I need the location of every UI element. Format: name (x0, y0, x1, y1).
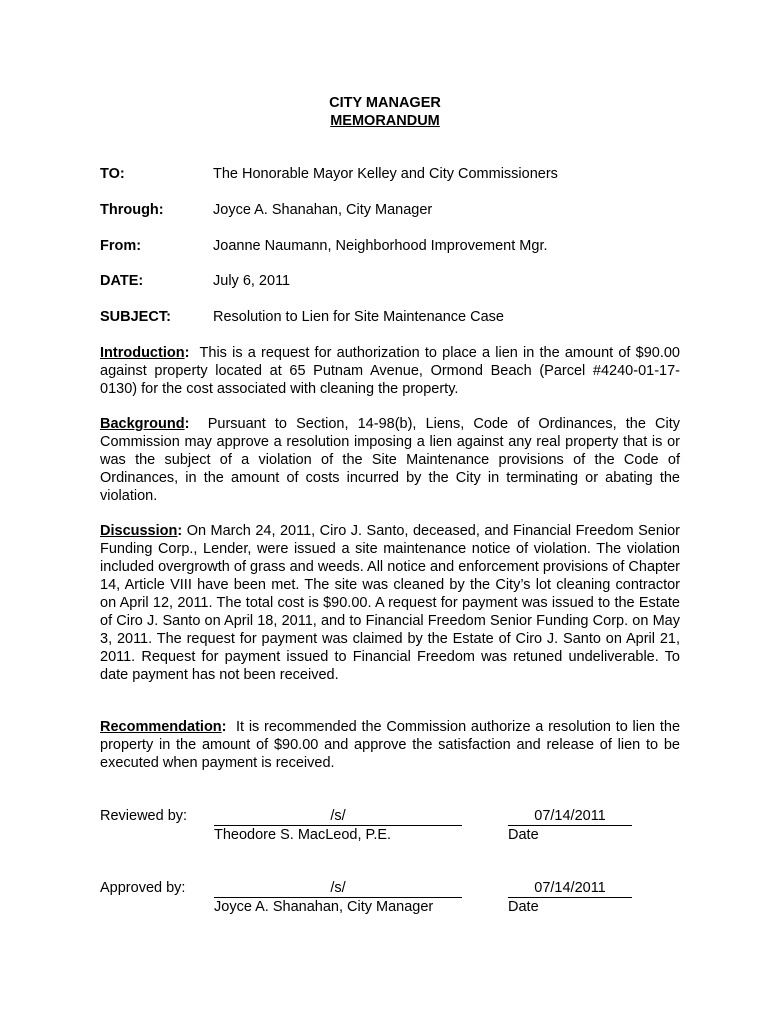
reviewed-date-label: Date (508, 827, 539, 843)
header-row-from (100, 237, 700, 255)
background-paragraph: Background: Pursuant to Section, 14-98(b), Liens, Code of Ordinances, the City Commission may approve a resolution imposing a lien against any real property that is or was the subject of a violation of the Site Maintenance provisions of the Code of Ordinances, in the amount of costs incurred by the City in terminating or abating the violation. (100, 416, 680, 504)
header-value: Joyce A. Shanahan, City Manager (213, 202, 433, 218)
reviewed-date-line: 07/14/2011 (508, 807, 632, 826)
header-row-through (100, 201, 700, 219)
header-label: TO: (100, 166, 125, 182)
introduction-paragraph: Introduction: This is a request for authorization to place a lien in the amount of $90.00 against property located at 65 Putnam Avenue, Ormond Beach (Parcel #4240-01-17-0130) for the cost associated with cleaning the property. (100, 345, 680, 397)
introduction-heading: Introduction (100, 345, 185, 361)
reviewed-name: Theodore S. MacLeod, P.E. (214, 827, 392, 843)
approved-date-label: Date (508, 899, 539, 915)
memo-title-line1: CITY MANAGER (329, 95, 441, 111)
introduction-text: This is a request for authorization to place a lien in the amount of $90.00 against property located at 65 Putnam Avenue, Ormond Beach (Parcel #4240-01-17-0130) for the cost associated with cleaning the property. (100, 345, 680, 397)
header-label: Through: (100, 202, 164, 218)
header-label: From: (100, 238, 142, 254)
discussion-paragraph: Discussion: On March 24, 2011, Ciro J. Santo, deceased, and Financial Freedom Senior Funding Corp., Lender, were issued a site maintenance notice of violation. The violation included overgrowth of grass and weeds. All notice and enforcement provisions of Chapter 14, Article VIII have been met. The site was cleaned by the City’s lot cleaning contractor on April 12, 2011. The total cost is $90.00. A request for payment was issued to the Estate of Ciro J. Santo on April 18, 2011, and to Financial Freedom Senior Funding Corp. on May 3, 2011. The request for payment was claimed by the Estate of Ciro J. Santo on April 21, 2011. Request for payment issued to Financial Freedom was retuned undeliverable. To date payment has not been received. (100, 523, 680, 683)
recommendation-text: It is recommended the Commission authorize a resolution to lien the property in the amount of $90.00 and approve the satisfaction and release of lien to be executed when payment is received. (100, 719, 681, 771)
approved-signature-line: /s/ (214, 879, 462, 898)
header-label: DATE: (100, 273, 144, 289)
header-row-subject (100, 308, 700, 326)
header-label: SUBJECT: (100, 309, 171, 325)
approved-name: Joyce A. Shanahan, City Manager (214, 899, 434, 915)
recommendation-heading: Recommendation (100, 719, 222, 735)
discussion-text: On March 24, 2011, Ciro J. Santo, deceased, and Financial Freedom Senior Funding Corp., Lender, were issued a site maintenance notice of violation. The violation included overgrowth of grass and weeds. All notice and enforcement provisions of Chapter 14, Article VIII have been met. The site was cleaned by the City’s lot cleaning contractor on April 12, 2011. The total cost is $90.00. A request for payment was issued to the Estate of Ciro J. Santo on April 18, 2011, and to Financial Freedom Senior Funding Corp. on May 3, 2011. The request for payment was claimed by the Estate of Ciro J. Santo on April 21, 2011. Request for payment issued to Financial Freedom was retuned undeliverable. To date payment has not been received. (100, 523, 680, 683)
header-row-date (100, 272, 700, 290)
header-row-to (100, 165, 700, 183)
header-value: Joanne Naumann, Neighborhood Improvement Mgr. (213, 238, 548, 254)
reviewed-signature-line: /s/ (214, 807, 462, 826)
background-text: Pursuant to Section, 14-98(b), Liens, Code of Ordinances, the City Commission may approve a resolution imposing a lien against any real property that is or was the subject of a violation of the Site Maintenance provisions of the Code of Ordinances, in the amount of costs incurred by the City in terminating or abating the violation. (100, 416, 680, 504)
background-heading: Background (100, 416, 185, 432)
header-value: Resolution to Lien for Site Maintenance Case (213, 309, 504, 325)
recommendation-paragraph: Recommendation: It is recommended the Commission authorize a resolution to lien the property in the amount of $90.00 and approve the satisfaction and release of lien to be executed when payment is received. (100, 719, 681, 771)
reviewed-by-label: Reviewed by: (100, 808, 188, 824)
approved-date-line: 07/14/2011 (508, 879, 632, 898)
header-value: The Honorable Mayor Kelley and City Commissioners (213, 166, 558, 182)
approved-by-label: Approved by: (100, 880, 186, 896)
memo-title-line2: MEMORANDUM (330, 113, 440, 129)
discussion-heading: Discussion (100, 523, 178, 539)
header-value: July 6, 2011 (213, 273, 291, 289)
